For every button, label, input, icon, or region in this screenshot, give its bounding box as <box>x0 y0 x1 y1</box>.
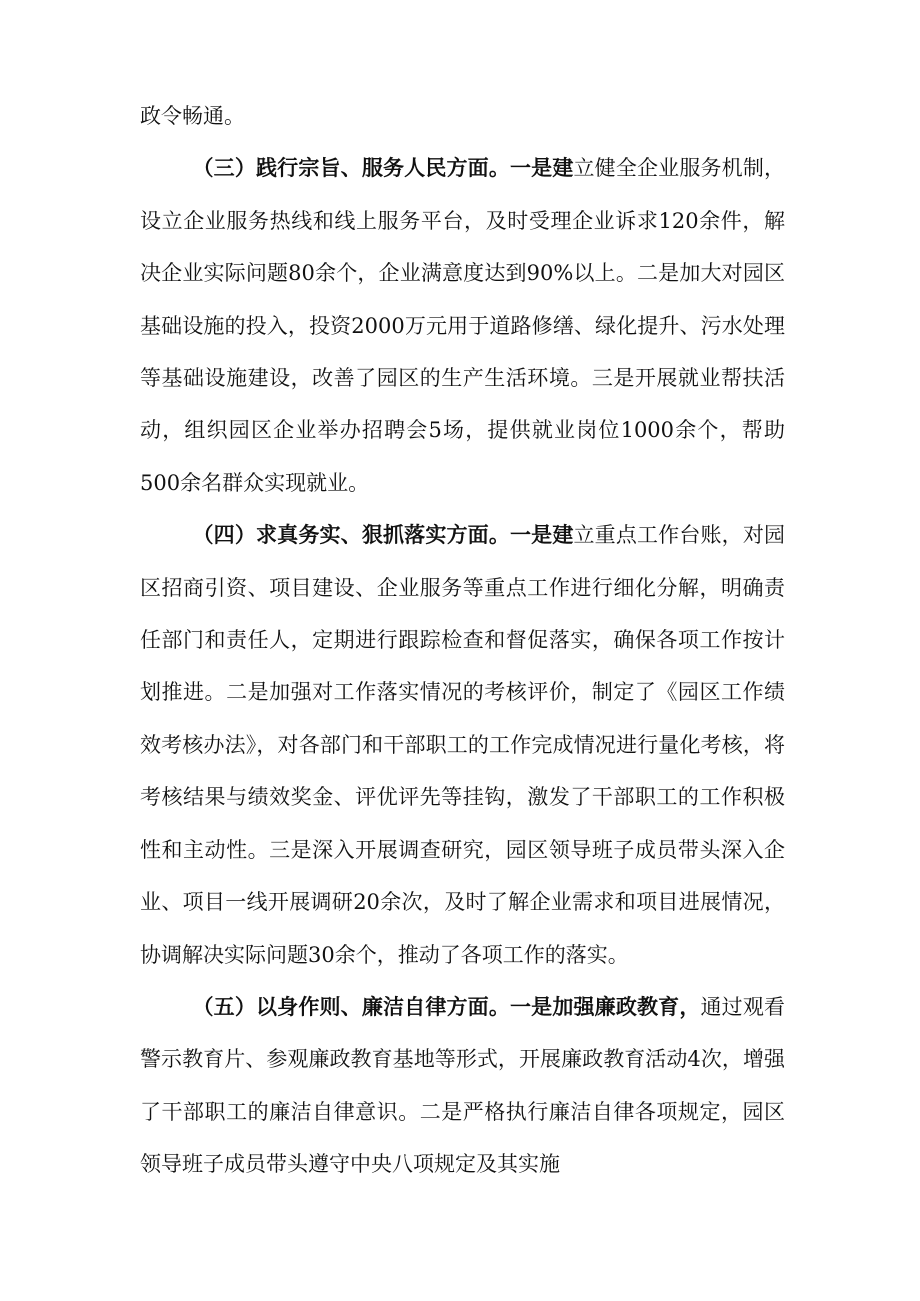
paragraph-text: 立重点工作台账，对园区招商引资、项目建设、企业服务等重点工作进行细化分解，明确责任部门和责任人，定期进行跟踪检查和督促落实，确保各项工作按计划推进。二是加强对工作落实情况的考核评价，制定了《园区工作绩效考核办法》，对各部门和干部职工的工作完成情况进行量化考核，将考核结果与绩效奖金、评优评先等挂钩，激发了干部职工的工作积极性和主动性。三是深入开展调查研究，园区领导班子成员带头深入企业、项目一线开展调研20余次，及时了解企业需求和项目进展情况，协调解决实际问题30余个，推动了各项工作的落实。 <box>140 523 785 967</box>
paragraph-heading: （四）求真务实、狠抓落实方面。一是建 <box>192 522 574 548</box>
paragraph-heading: （五）以身作则、廉洁自律方面。一是加强廉政教育， <box>192 993 701 1019</box>
paragraph-section-4 <box>140 509 785 981</box>
paragraph-section-3 <box>140 142 785 509</box>
paragraph-text: 通过观看警示教育片、参观廉政教育基地等形式，开展廉政教育活动4次，增强了干部职工的廉洁自律意识。二是严格执行廉洁自律各项规定，园区领导班子成员带头遵守中央八项规定及其实施 <box>140 994 785 1177</box>
paragraph-heading: （三）践行宗旨、服务人民方面。一是建 <box>192 155 574 181</box>
paragraph-text: 政令畅通。 <box>140 104 245 128</box>
paragraph-continuation <box>140 90 785 142</box>
paragraph-text: 立健全企业服务机制，设立企业服务热线和线上服务平台，及时受理企业诉求120余件，解决企业实际问题80余个，企业满意度达到90%以上。二是加大对园区基础设施的投入，投资2000万元用于道路修缮、绿化提升、污水处理等基础设施建设，改善了园区的生产生活环境。三是开展就业帮扶活动，组织园区企业举办招聘会5场，提供就业岗位1000余个，帮助500余名群众实现就业。 <box>140 156 785 495</box>
paragraph-section-5 <box>140 981 785 1191</box>
document-page <box>140 90 785 1191</box>
